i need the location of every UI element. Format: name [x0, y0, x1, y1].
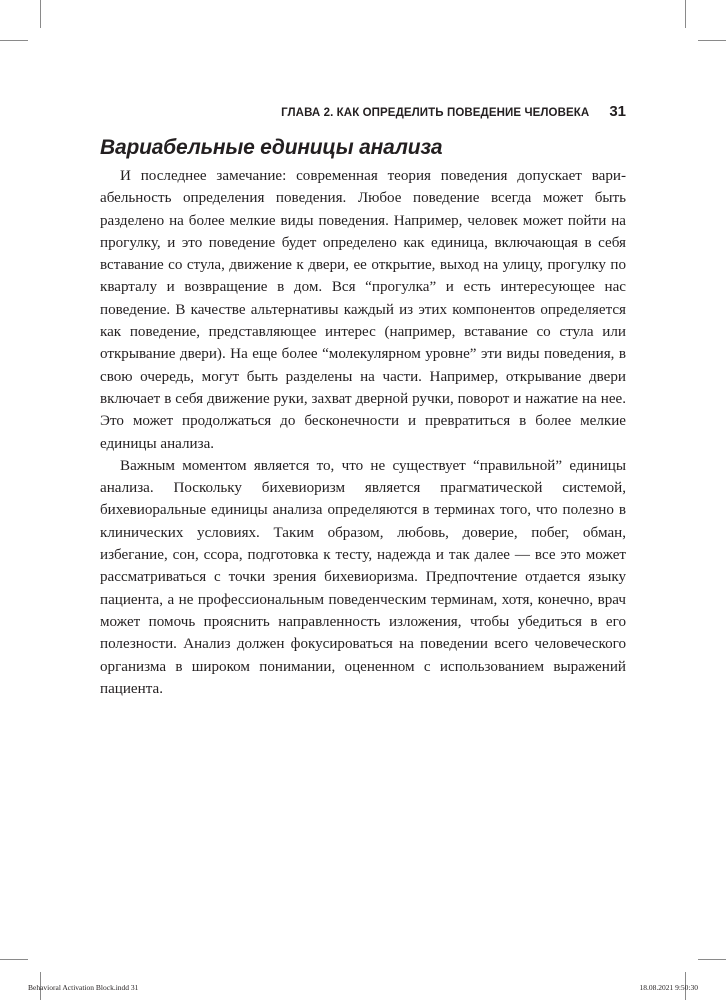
slug-timestamp: 18.08.2021 9:50:30 — [639, 983, 698, 992]
chapter-title: ГЛАВА 2. КАК ОПРЕДЕЛИТЬ ПОВЕДЕНИЕ ЧЕЛОВЕКА — [281, 107, 590, 119]
crop-mark-top-left — [40, 0, 41, 28]
crop-mark-top-right — [685, 0, 686, 28]
crop-mark-bottom-right-h — [698, 959, 726, 960]
section-heading: Вариабельные единицы анализа — [100, 136, 443, 159]
crop-mark-top-right-h — [698, 40, 726, 41]
page-number: 31 — [609, 103, 626, 120]
body-text — [100, 165, 626, 700]
crop-mark-bottom-left-h — [0, 959, 28, 960]
paragraph: Важным моментом является то, что не существует “правильной” единицы анализа. Поскольку бихевиоризм является прагматической системой, бихевиоральные единицы анализа определяются в терминах того, что полезно в клинических условиях. Таким образом, любовь, доверие, побег, обман, избегание, сон, ссора, подготовка к тесту, надежда и так далее — все это может рассматриваться с точки зрения бихевиоризма. Предпочтение отдается языку пациента, а не профессиональным поведенческим терминам, хотя, конечно, врач может помочь прояснить направленность изложения, чтобы убедиться в его полезности. Анализ должен фокусироваться на поведении всего человеческого организма в широком понимании, оцененном с использованием выражений пациента. — [100, 457, 626, 697]
paragraph: И последнее замечание: современная теория поведения допускает вариабельность определения поведения. Любое поведение всегда может быть разделено на более мелкие виды поведения. Например, человек может пойти на прогулку, и это поведение будет определено как единица, включающая в себя вставание со стула, движение к двери, ее открытие, выход на улицу, прогулку по кварталу и возвращение в дом. Вся “прогулка” и есть интересующее нас поведение. В качестве альтернативы каждый из этих компонентов определяется как поведение, представляющее интерес (например, вставание со стула или открывание двери). На еще более “молекулярном уровне” эти виды поведения, в свою очередь, могут быть разделены на части. Например, открывание двери включает в себя движение руки, захват дверной ручки, поворот и нажатие на нее. Это может продолжаться до бесконечности и превратиться в более мелкие единицы анализа. — [100, 168, 626, 452]
slug-file-name: Behavioral Activation Block.indd 31 — [28, 983, 139, 992]
crop-mark-top-left-h — [0, 40, 28, 41]
running-head — [100, 103, 626, 123]
